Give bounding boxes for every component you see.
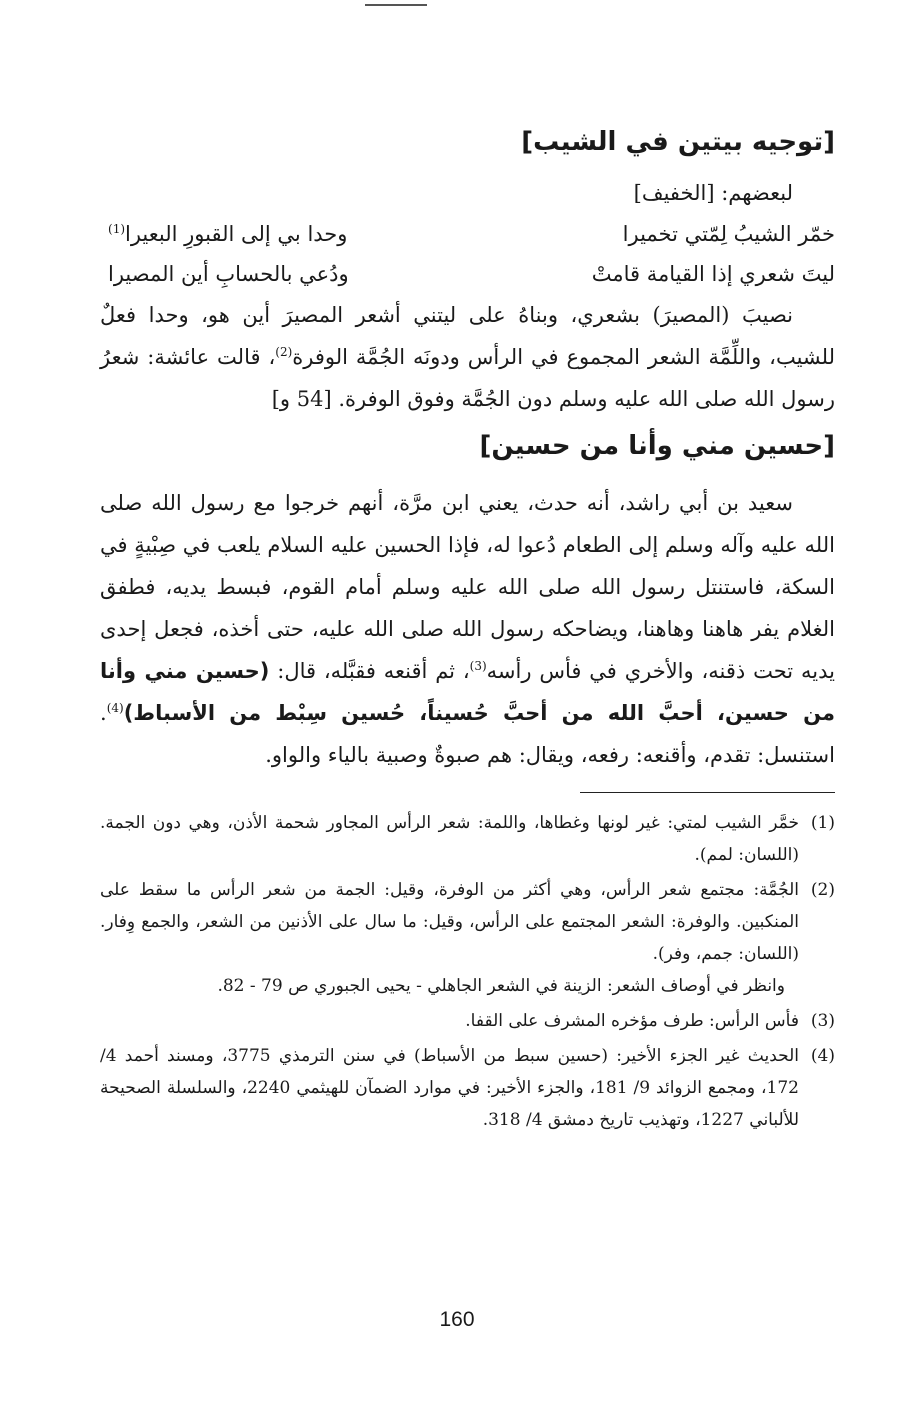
footnote-number: (1)	[810, 813, 835, 833]
footnote	[100, 1040, 835, 1136]
poem-attribution: لبعضهم: [الخفيف]	[633, 181, 793, 205]
verse-line	[100, 254, 835, 294]
footnote-separator	[580, 792, 835, 793]
footnote	[100, 1005, 835, 1037]
footnote-text: خمَّر الشيب لمتي: غير لونها وغطاها، واللمة: شعر الرأس المجاور شحمة الأذن، وهي دون الجمة. (اللسان: لمم).	[100, 813, 799, 865]
footnote-number: (4)	[810, 1046, 835, 1066]
verse-second-hemistich: وحدا بي إلى القبورِ البعيرا$^{(1)}$	[108, 222, 348, 246]
hadith-paragraph: سعيد بن أبي راشد، أنه حدث، يعني ابن مرَّة، أنهم خرجوا مع رسول الله صلى الله عليه وآله وسلم إلى الطعام دُعوا له، فإذا الحسين عليه السلام يلعب في صِبْيةٍ في السكة، فاستنتل رسول الله صلى الله عليه وسلم أمام القوم، فبسط يديه، فطفق الغلام يفر هاهنا وهاهنا، ويضاحكه رسول الله صلى الله عليه، حتى أخذه، فجعل إحدى يديه تحت ذقنه، والأخري في فأس رأسه$^{(3)}$، ثم أقنعه فقبَّله، قال: (حسين مني وأنا من حسين، أحبَّ الله من أحبَّ حُسيناً، حُسين سِبْط من الأسباط)$^{(4)}$. استنسل: تقدم، وأقنعه: رفعه، ويقال: هم صبوةٌ وصبية بالياء والواو.	[100, 491, 835, 767]
footnote-ref: (3)	[469, 659, 487, 673]
section-title-grey-hair: [توجيه بيتين في الشيب]	[521, 127, 835, 157]
footnote-ref: (2)	[275, 345, 293, 359]
footnote-number: (3)	[810, 1011, 835, 1031]
footnote-text: فأس الرأس: طرف مؤخره المشرف على القفا.	[465, 1011, 799, 1031]
footnote-text: الحديث غير الجزء الأخير: (حسين سبط من الأسباط) في سنن الترمذي 3775، ومسند أحمد 4/ 172، ومجمع الزوائد 9/ 181، والجزء الأخير: في موارد الضمآن للهيثمي 2240، والسلسلة الصحيحة للألباني 1227، وتهذيب تاريخ دمشق 4/ 318.	[100, 1046, 800, 1130]
section-title-hussein: [حسين مني وأنا من حسين]	[479, 431, 835, 461]
page-number: 160	[439, 1308, 475, 1331]
explanation-paragraph: نصيبَ (المصيرَ) بشعري، وبناهُ على ليتني أشعر المصيرَ أين هو، وحدا فعلٌ للشيب، واللِّمَّة الشعر المجموع في الرأس ودونَه الجُمَّة الوفرة$^{(2)}$، قالت عائشة: شعرُ رسول الله صلى الله عليه وسلم دون الجُمَّة وفوق الوفرة. [54 و]	[100, 303, 836, 411]
footnote	[100, 874, 835, 1002]
footnote-text: الجُمَّة: مجتمع شعر الرأس، وهي أكثر من الوفرة، وقيل: الجمة من شعر الرأس ما سقط على المنكبين. والوفرة: الشعر المجتمع على الرأس، وقيل: ما سال على الأذنين من الشعر، والجمع وِفار. (اللسان: جمم، وفر).	[100, 880, 799, 964]
verse-line	[100, 214, 835, 254]
top-rule	[365, 4, 427, 6]
footnote-number: (2)	[810, 880, 835, 900]
hadith-quote: (حسين مني وأنا من حسين، أحبَّ الله من أحبَّ حُسيناً، حُسين سِبْط من الأسباط)	[100, 659, 835, 725]
verse-first-hemistich: ليتَ شعري إذا القيامة قامتْ	[591, 262, 835, 286]
verse-second-hemistich: ودُعي بالحسابِ أين المصيرا	[108, 262, 349, 286]
page-body	[100, 120, 835, 1139]
footnote-text-extra: وانظر في أوصاف الشعر: الزينة في الشعر الجاهلي - يحيى الجبوري ص 79 - 82.	[217, 976, 785, 996]
verse-first-hemistich: خمّر الشيبُ لِمّتي تخميرا	[622, 222, 835, 246]
footnote-ref: (1)	[108, 222, 126, 236]
footnote-ref: (4)	[106, 701, 124, 715]
footnote	[100, 807, 835, 871]
